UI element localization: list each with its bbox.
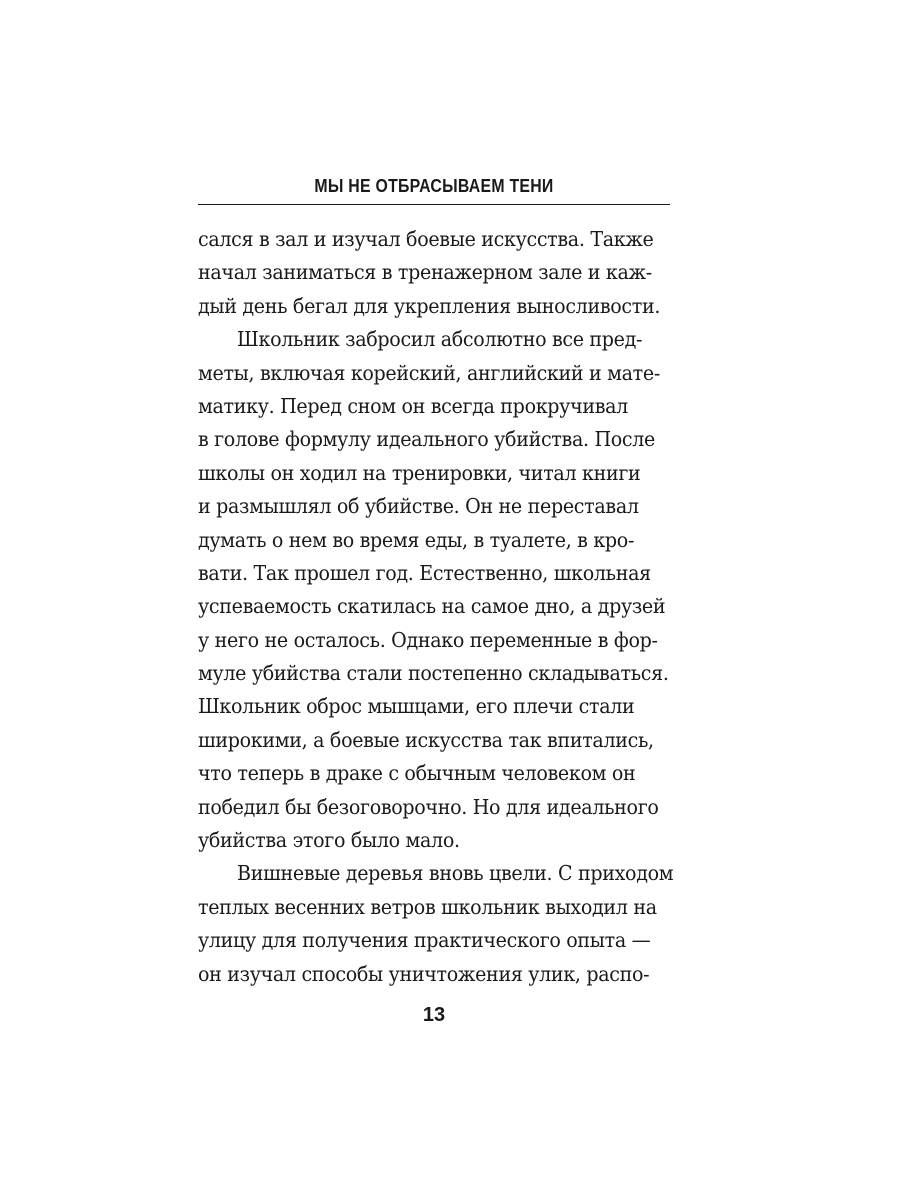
text-line: начал заниматься в тренажерном зале и каж- (198, 260, 652, 285)
text-line: и размышлял об убийстве. Он не переставал (198, 494, 639, 519)
text-line: он изучал способы уничтожения улик, распо- (198, 961, 650, 986)
text-line: Школьник оброс мышцами, его плечи стали (198, 694, 635, 719)
text-line: в голове формулу идеального убийства. После (198, 427, 656, 452)
text-line: что теперь в драке с обычным человеком он (198, 761, 636, 786)
page-number: 13 (422, 1004, 446, 1026)
text-line: убийства этого было мало. (198, 828, 460, 853)
text-line: победил бы безоговорочно. Но для идеального (198, 794, 659, 819)
header-rule (198, 204, 670, 205)
text-line: у него не осталось. Однако переменные в фор- (198, 627, 658, 652)
text-line: школы он ходил на тренировки, читал книги (198, 460, 641, 485)
text-line: думать о нем во время еды, в туалете, в кро- (198, 527, 635, 552)
text-line: широкими, а боевые искусства так впитались, (198, 727, 654, 752)
text-line: сался в зал и изучал боевые искусства. Также (198, 227, 654, 251)
text-line: матику. Перед сном он всегда прокручивал (198, 393, 628, 418)
body-text (198, 223, 676, 991)
text-line: дый день бегал для укрепления выносливости. (198, 293, 661, 318)
text-line: улицу для получения практического опыта — (198, 928, 651, 953)
running-header: МЫ НЕ ОТБРАСЫВАЕМ ТЕНИ (314, 176, 554, 196)
text-line: вати. Так прошел год. Естественно, школьная (198, 560, 651, 585)
text-line: муле убийства стали постепенно складываться. (198, 661, 669, 686)
paragraph-first-line: Школьник забросил абсолютно все пред- (237, 327, 643, 352)
text-line: теплых весенних ветров школьник выходил на (198, 894, 657, 919)
text-line: меты, включая корейский, английский и мате- (198, 360, 660, 385)
paragraph-first-line: Вишневые деревья вновь цвели. С приходом (237, 861, 674, 886)
text-line: успеваемость скатилась на самое дно, а друзей (198, 594, 666, 619)
